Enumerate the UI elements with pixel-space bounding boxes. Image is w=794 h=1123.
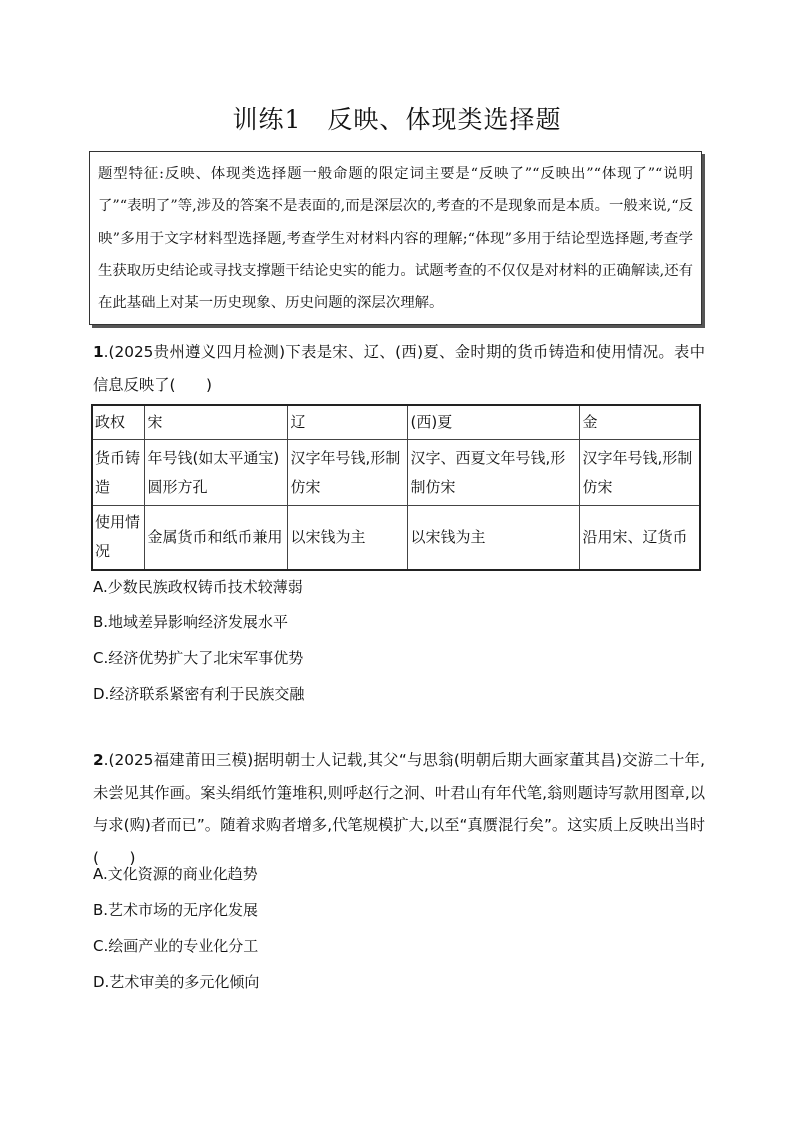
question-2-number: 2: [93, 751, 104, 769]
table-cell: 汉字年号钱,形制仿宋: [287, 440, 407, 506]
question-1-number: 1: [93, 343, 104, 361]
table-header-row: [92, 405, 700, 440]
question-2-option-d[interactable]: D.艺术审美的多元化倾向: [93, 973, 260, 991]
table-cell: 货币铸造: [92, 440, 144, 506]
question-type-intro: 题型特征:反映、体现类选择题一般命题的限定词主要是“反映了”“反映出”“体现了”“说明了”“表明了”等,涉及的答案不是表面的,而是深层次的,考查的不是现象而是本质。一般来说,“反映”多用于文字材料型选择题,考查学生对材料内容的理解;“体现”多用于结论型选择题,考查学生获取历史结论或寻找支撑题干结论史实的能力。试题考查的不仅仅是对材料的正确解读,还有在此基础上对某一历史现象、历史问题的深层次理解。: [89, 151, 702, 325]
table-cell: 金属货币和纸币兼用: [144, 506, 287, 570]
table-header-cell: 宋: [144, 405, 287, 440]
question-1-stem: [93, 336, 705, 401]
page-title: 训练1 反映、体现类选择题: [232, 105, 562, 134]
table-cell: 使用情况: [92, 506, 144, 570]
table-header-cell: 政权: [92, 405, 144, 440]
question-2-text: .(2025福建莆田三模)据明朝士人记载,其父“与思翁(明朝后期大画家董其昌)交游二十年,未尝见其作画。案头绢纸竹箑堆积,则呼赵行之泂、叶君山有年代笔,翁则题诗写款用图章,以与求(购)者而已”。随着求购者增多,代笔规模扩大,以至“真赝混行矣”。这实质上反映出当时( ): [93, 751, 705, 867]
table-header-cell: 金: [579, 405, 700, 440]
question-2-stem: [93, 744, 705, 874]
table-header-cell: 辽: [287, 405, 407, 440]
table-cell: 年号钱(如太平通宝)圆形方孔: [144, 440, 287, 506]
question-1-text: .(2025贵州遵义四月检测)下表是宋、辽、(西)夏、金时期的货币铸造和使用情况。表中信息反映了( ): [93, 343, 705, 394]
question-1-option-b[interactable]: B.地域差异影响经济发展水平: [93, 613, 289, 631]
table-cell: 汉字年号钱,形制仿宋: [579, 440, 700, 506]
table-cell: 以宋钱为主: [407, 506, 579, 570]
table-row: [92, 440, 700, 506]
question-2-option-b[interactable]: B.艺术市场的无序化发展: [93, 901, 259, 919]
question-1-option-d[interactable]: D.经济联系紧密有利于民族交融: [93, 685, 305, 703]
question-1-option-a[interactable]: A.少数民族政权铸币技术较薄弱: [93, 578, 303, 596]
table-cell: 沿用宋、辽货币: [579, 506, 700, 570]
table-row: [92, 506, 700, 570]
question-2-option-a[interactable]: A.文化资源的商业化趋势: [93, 865, 258, 883]
question-1-option-c[interactable]: C.经济优势扩大了北宋军事优势: [93, 649, 304, 667]
table-cell: 以宋钱为主: [287, 506, 407, 570]
currency-table: [91, 404, 701, 571]
table-cell: 汉字、西夏文年号钱,形制仿宋: [407, 440, 579, 506]
table-header-cell: (西)夏: [407, 405, 579, 440]
question-2-option-c[interactable]: C.绘画产业的专业化分工: [93, 937, 259, 955]
